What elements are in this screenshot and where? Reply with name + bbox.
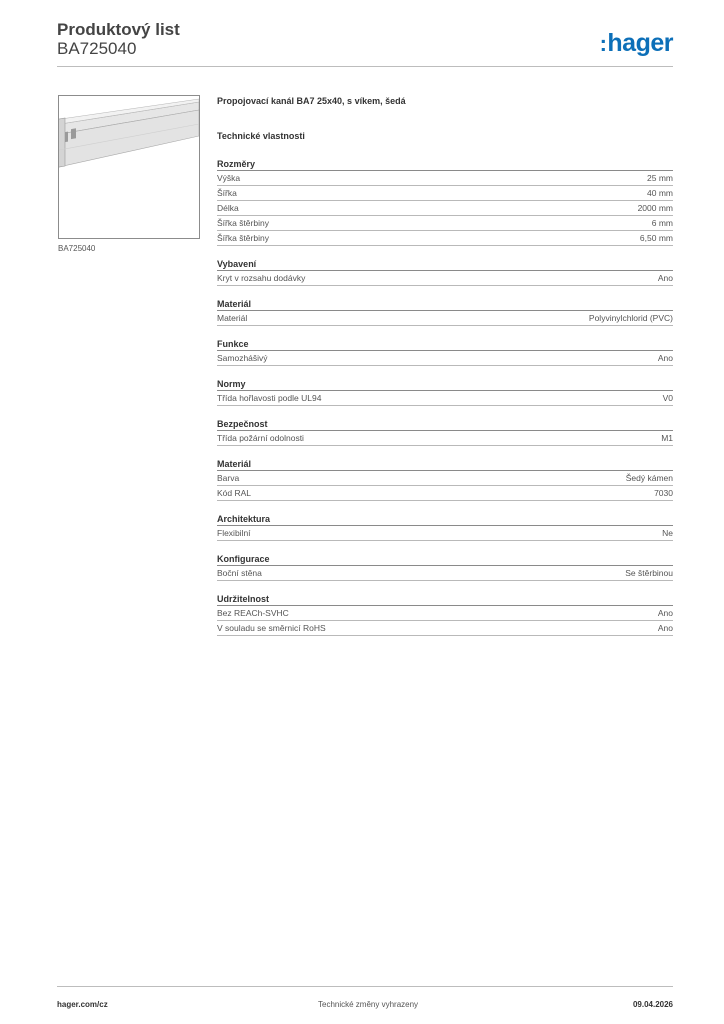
footer-website-link[interactable]: hager.com/cz [57, 1000, 108, 1009]
spec-group-material [217, 298, 673, 326]
spec-label: Kryt v rozsahu dodávky [217, 273, 306, 283]
spec-row [217, 606, 673, 621]
spec-group-bezpecnost [217, 418, 673, 446]
spec-value: Ano [657, 273, 673, 283]
spec-label: Třída hořlavosti podle UL94 [217, 393, 322, 403]
spec-group-vybaveni [217, 258, 673, 286]
spec-value: 25 mm [647, 173, 673, 183]
product-image [58, 95, 200, 239]
group-title: Vybavení [217, 258, 673, 271]
group-title: Architektura [217, 513, 673, 526]
spec-row [217, 486, 673, 501]
document-title: Produktový list [57, 20, 180, 39]
spec-label: Šířka [217, 188, 237, 198]
spec-label: Samozhášivý [217, 353, 268, 363]
spec-label: Výška [217, 173, 241, 183]
hager-logo [600, 30, 673, 57]
group-title: Materiál [217, 458, 673, 471]
spec-group-funkce [217, 338, 673, 366]
spec-row [217, 431, 673, 446]
spec-value: 2000 mm [637, 203, 673, 213]
page-footer [57, 986, 673, 1009]
header-divider [57, 66, 673, 67]
spec-label: Šířka štěrbiny [217, 233, 269, 243]
spec-group-architektura [217, 513, 673, 541]
spec-label: Bez REACh-SVHC [217, 608, 289, 618]
spec-value: Se štěrbinou [625, 568, 673, 578]
spec-group-material-color [217, 458, 673, 501]
spec-label: Barva [217, 473, 240, 483]
logo-text: hager [607, 29, 673, 57]
spec-value: 7030 [654, 488, 673, 498]
spec-value: 6,50 mm [639, 233, 673, 243]
spec-row [217, 216, 673, 231]
spec-row [217, 231, 673, 246]
spec-value: Ano [657, 608, 673, 618]
group-title: Rozměry [217, 158, 673, 171]
spec-row [217, 621, 673, 636]
spec-row [217, 351, 673, 366]
spec-label: V souladu se směrnicí RoHS [217, 623, 326, 633]
spec-value: M1 [661, 433, 673, 443]
spec-row [217, 186, 673, 201]
spec-group-normy [217, 378, 673, 406]
spec-row [217, 471, 673, 486]
spec-value: 6 mm [651, 218, 673, 228]
spec-row [217, 171, 673, 186]
spec-group-rozmery [217, 158, 673, 246]
spec-row [217, 271, 673, 286]
spec-value: Polyvinylchlorid (PVC) [588, 313, 673, 323]
spec-row [217, 201, 673, 216]
spec-row [217, 391, 673, 406]
group-title: Konfigurace [217, 553, 673, 566]
group-title: Materiál [217, 298, 673, 311]
spec-label: Kód RAL [217, 488, 252, 498]
page-header [57, 20, 673, 66]
cable-duct-icon [59, 96, 199, 238]
spec-group-konfigurace [217, 553, 673, 581]
logo-dots-icon: : [599, 31, 607, 56]
spec-row [217, 311, 673, 326]
spec-row [217, 526, 673, 541]
group-title: Bezpečnost [217, 418, 673, 431]
footer-date: 09.04.2026 [632, 1000, 673, 1009]
spec-label: Materiál [217, 313, 248, 323]
spec-value: V0 [662, 393, 673, 403]
product-code: BA725040 [57, 39, 137, 58]
spec-row [217, 566, 673, 581]
spec-value: Ano [657, 623, 673, 633]
group-title: Funkce [217, 338, 673, 351]
spec-label: Třída požární odolnosti [217, 433, 304, 443]
spec-content [217, 95, 673, 648]
image-caption: BA725040 [58, 244, 96, 253]
spec-label: Boční stěna [217, 568, 262, 578]
footer-disclaimer: Technické změny vyhrazeny [318, 1000, 419, 1009]
spec-group-udrzitelnost [217, 593, 673, 636]
spec-label: Flexibilní [217, 528, 251, 538]
spec-label: Délka [217, 203, 239, 213]
spec-value: 40 mm [647, 188, 673, 198]
spec-value: Ano [657, 353, 673, 363]
spec-label: Šířka štěrbiny [217, 218, 269, 228]
product-name: Propojovací kanál BA7 25x40, s víkem, šedá [217, 96, 406, 106]
group-title: Normy [217, 378, 673, 391]
section-label: Technické vlastnosti [217, 131, 305, 141]
group-title: Udržitelnost [217, 593, 673, 606]
spec-value: Ne [662, 528, 673, 538]
spec-value: Šedý kámen [625, 473, 673, 483]
